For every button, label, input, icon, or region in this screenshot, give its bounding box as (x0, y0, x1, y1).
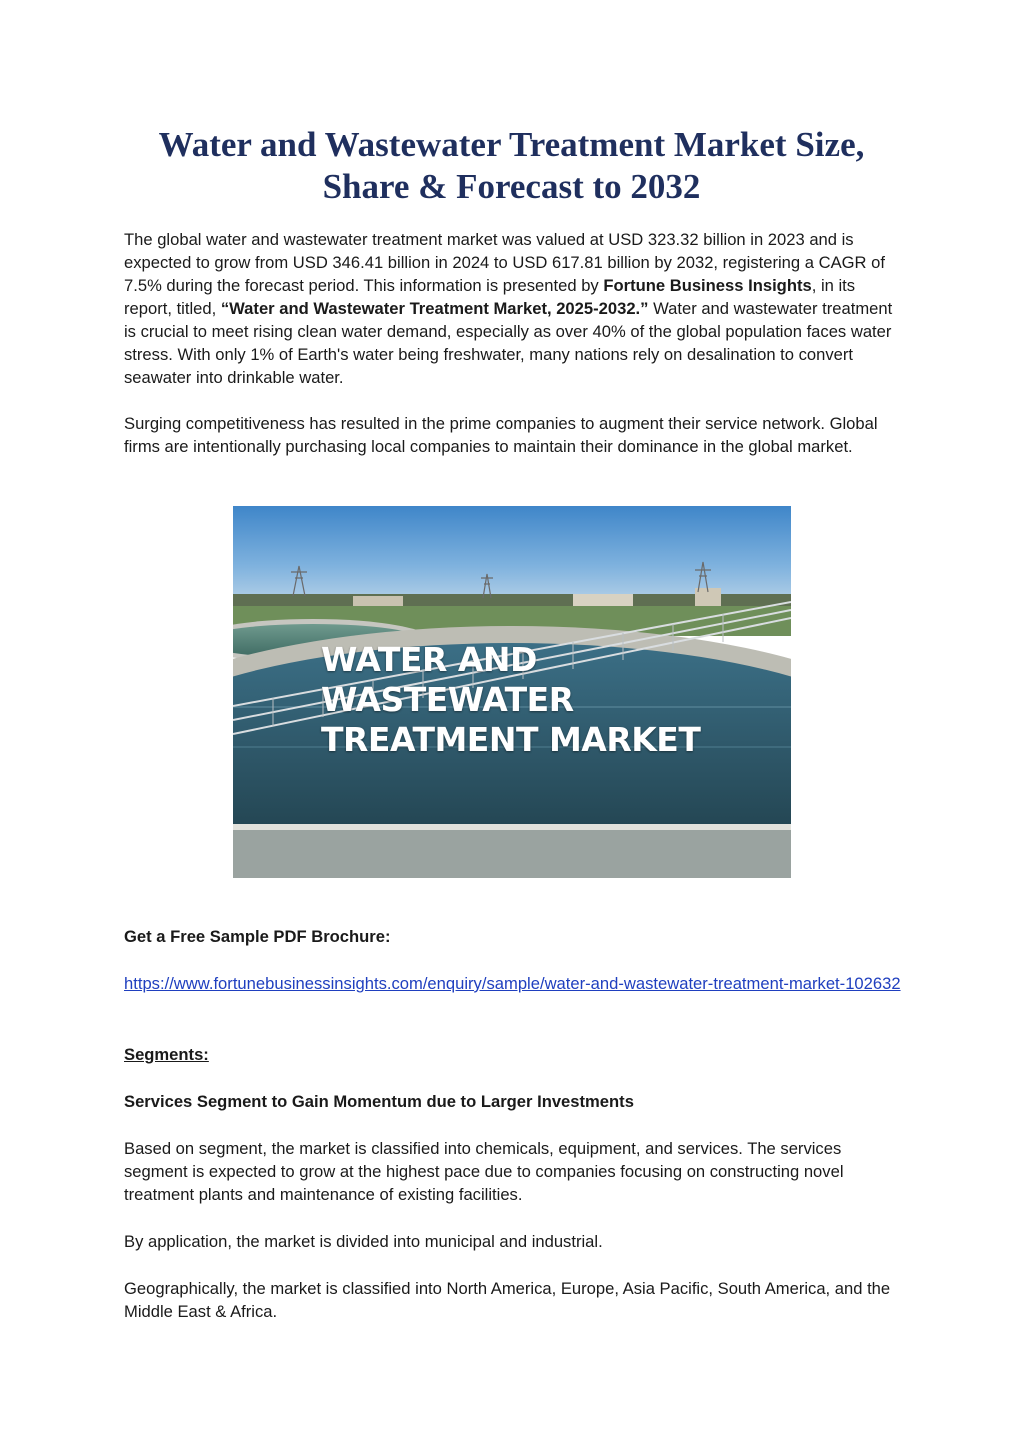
page-title (100, 124, 923, 208)
sample-link-paragraph (124, 972, 904, 995)
hero-line-2: WASTEWATER (321, 680, 574, 719)
segment-paragraph: Based on segment, the market is classified into chemicals, equipment, and services. The services segment is expected to grow at the highest pace due to companies focusing on constructing novel treatment plants and maintenance of existing facilities. (124, 1139, 844, 1204)
report-title: “Water and Wastewater Treatment Market, 2025-2032.” (220, 299, 649, 318)
segments-heading: Segments: (124, 1045, 209, 1064)
intro-paragraph (124, 228, 904, 389)
title-line-2: Share & Forecast to 2032 (322, 167, 701, 206)
hero-line-1: WATER AND (321, 640, 537, 679)
application-paragraph: By application, the market is divided into municipal and industrial. (124, 1232, 603, 1251)
services-heading: Services Segment to Gain Momentum due to Larger Investments (124, 1092, 634, 1111)
hero-line-3: TREATMENT MARKET (321, 720, 701, 759)
intro-text-1: The global water and wastewater treatment market was valued at USD 323.32 billion in 2023 and is expected to grow from USD 346.41 billion in 2024 to USD 617.81 billion by 2032, registering a CAGR of 7.5% during the forecast period. This information is presented by (124, 230, 885, 295)
geography-paragraph: Geographically, the market is classified into North America, Europe, Asia Pacific, South America, and the Middle East & Africa. (124, 1279, 891, 1321)
hero-overlay-text (321, 640, 700, 760)
intro-text-3: Water and wastewater treatment is crucial to meet rising clean water demand, especially as over 40% of the global population faces water stress. With only 1% of Earth's water being freshwater, many nations rely on desalination to convert seawater into drinkable water. (124, 299, 893, 387)
sample-heading: Get a Free Sample PDF Brochure: (124, 927, 391, 946)
publisher-name: Fortune Business Insights (603, 276, 812, 295)
competition-paragraph: Surging competitiveness has resulted in the prime companies to augment their service network. Global firms are intentionally purchasing local companies to maintain their dominance in the global market. (124, 414, 878, 456)
intro-text-2: , in its report, titled, (124, 276, 856, 318)
sample-brochure-link[interactable]: https://www.fortunebusinessinsights.com/enquiry/sample/water-and-wastewater-treatment-market-102632 (124, 974, 901, 993)
hero-image (233, 506, 791, 878)
title-line-1: Water and Wastewater Treatment Market Size, (158, 125, 865, 164)
